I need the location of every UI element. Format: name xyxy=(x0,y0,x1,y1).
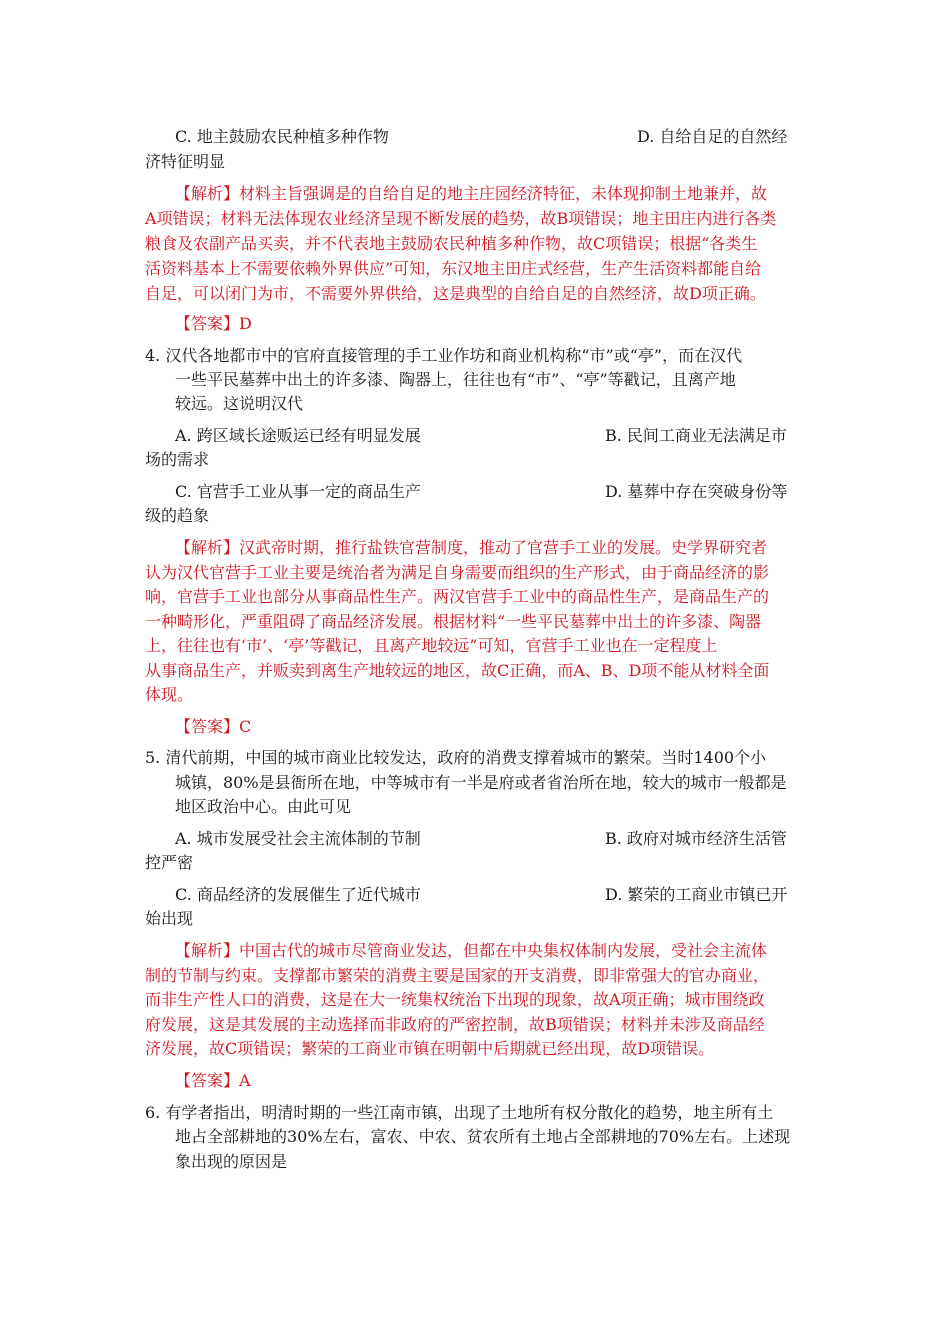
analysis-line: 【解析】中国古代的城市尽管商业发达，但都在中央集权体制内发展，受社会主流体 xyxy=(175,941,768,960)
analysis-line: 粮食及农副产品买卖，并不代表地主鼓励农民种植多种作物，故C项错误；根据“各类生 xyxy=(145,234,758,253)
question-stem: 5. 清代前期，中国的城市商业比较发达，政府的消费支撑着城市的繁荣。当时1400个小 xyxy=(145,748,767,767)
question-stem: 4. 汉代各地都市中的官府直接管理的手工业作坊和商业机构称“市”或“亭”，而在汉代 xyxy=(145,346,743,365)
analysis-line: 体现。 xyxy=(145,685,194,704)
option-a: A. 跨区域长途贩运已经有明显发展 xyxy=(175,426,421,445)
analysis-line: 府发展，这是其发展的主动选择而非政府的严密控制，故B项错误；材料并未涉及商品经 xyxy=(145,1015,765,1034)
option-d-continued: 级的趋象 xyxy=(145,506,210,525)
answer-label: 【答案】A xyxy=(175,1071,251,1090)
answer-label: 【答案】C xyxy=(175,717,252,736)
question-stem: 地区政治中心。由此可见 xyxy=(175,797,352,816)
question-stem: 6. 有学者指出，明清时期的一些江南市镇，出现了土地所有权分散化的趋势，地主所有土 xyxy=(145,1103,774,1122)
option-a: A. 城市发展受社会主流体制的节制 xyxy=(175,829,421,848)
analysis-line: 响，官营手工业也部分从事商品性生产。两汉官营手工业中的商品性生产，是商品生产的 xyxy=(145,587,770,606)
option-c: C. 地主鼓励农民种植多种作物 xyxy=(175,127,389,146)
analysis-line: 制的节制与约束。支撑都市繁荣的消费主要是国家的开支消费，即非常强大的官办商业， xyxy=(145,966,770,985)
analysis-line: 认为汉代官营手工业主要是统治者为满足自身需要而组织的生产形式，由于商品经济的影 xyxy=(145,563,770,582)
question-stem: 象出现的原因是 xyxy=(175,1152,288,1171)
option-b-continued: 场的需求 xyxy=(145,450,210,469)
option-b: B. 政府对城市经济生活管 xyxy=(605,829,787,848)
question-stem: 城镇，80%是县衙所在地，中等城市有一半是府或者省治所在地，较大的城市一般都是 xyxy=(175,773,787,792)
analysis-line: 一种畸形化，严重阻碍了商品经济发展。根据材料“一些平民墓葬中出土的许多漆、陶器 xyxy=(145,612,762,631)
option-d: D. 墓葬中存在突破身份等 xyxy=(605,482,788,501)
analysis-line: 【解析】材料主旨强调是的自给自足的地主庄园经济特征，未体现抑制土地兼并，故 xyxy=(175,184,768,203)
analysis-line: 活资料基本上不需要依赖外界供应”可知，东汉地主田庄式经营，生产生活资料都能自给 xyxy=(145,259,762,278)
question-stem: 较远。这说明汉代 xyxy=(175,394,304,413)
option-c: C. 官营手工业从事一定的商品生产 xyxy=(175,482,421,501)
option-d: D. 繁荣的工商业市镇已开 xyxy=(605,885,788,904)
answer-label: 【答案】D xyxy=(175,314,252,333)
analysis-line: 济发展，故C项错误；繁荣的工商业市镇在明朝中后期就已经出现，故D项错误。 xyxy=(145,1039,715,1058)
option-b: B. 民间工商业无法满足市 xyxy=(605,426,787,445)
analysis-line: 从事商品生产，并贩卖到离生产地较远的地区，故C正确，而A、B、D项不能从材料全面 xyxy=(145,661,770,680)
analysis-line: 上，往往也有‘市’、‘亭’等戳记，且离产地较远”可知，官营手工业也在一定程度上 xyxy=(145,636,718,655)
analysis-line: A项错误；材料无法体现农业经济呈现不断发展的趋势，故B项错误；地主田庄内进行各类 xyxy=(145,209,777,228)
analysis-line: 而非生产性人口的消费，这是在大一统集权统治下出现的现象，故A项正确；城市围绕政 xyxy=(145,990,765,1009)
option-c: C. 商品经济的发展催生了近代城市 xyxy=(175,885,421,904)
question-stem: 一些平民墓葬中出土的许多漆、陶器上，往往也有“市”、“亭”等戳记，且离产地 xyxy=(175,370,736,389)
option-b-continued: 控严密 xyxy=(145,853,194,872)
option-d-continued: 始出现 xyxy=(145,909,194,928)
analysis-line: 【解析】汉武帝时期，推行盐铁官营制度，推动了官营手工业的发展。史学界研究者 xyxy=(175,538,768,557)
option-d: D. 自给自足的自然经 xyxy=(637,127,788,146)
question-stem: 地占全部耕地的30%左右，富农、中农、贫农所有土地占全部耕地的70%左右。上述现 xyxy=(175,1127,791,1146)
analysis-line: 自足，可以闭门为市，不需要外界供给，这是典型的自给自足的自然经济，故D项正确。 xyxy=(145,284,766,303)
option-d-continued: 济特征明显 xyxy=(145,152,226,171)
